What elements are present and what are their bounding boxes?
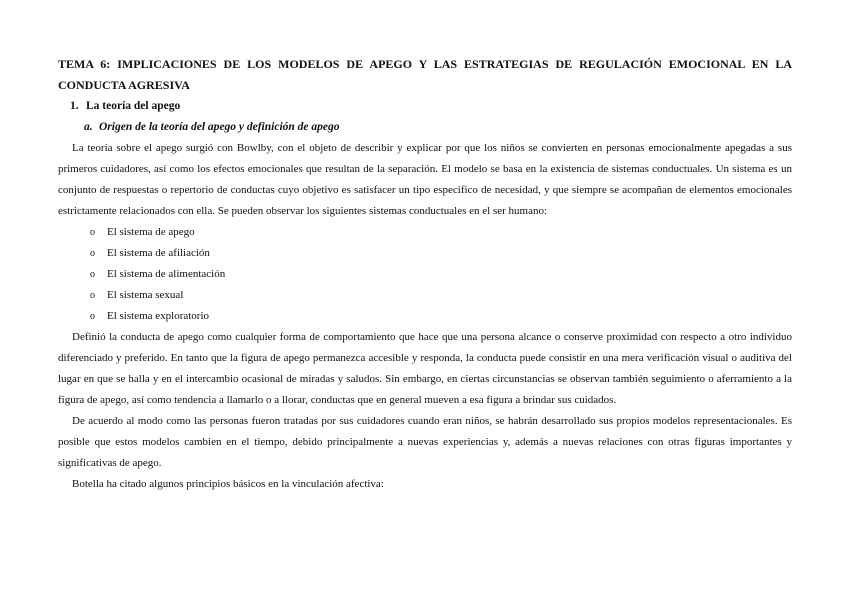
list-item <box>90 306 792 327</box>
systems-list <box>58 222 792 327</box>
bullet-icon: o <box>90 269 95 280</box>
list-item-text: El sistema exploratorio <box>107 310 210 322</box>
paragraph: De acuerdo al modo como las personas fueron tratadas por sus cuidadores cuando eran niños, se habrán desarrollado sus propios modelos representacionales. Es posible que estos modelos cambien en el tiempo, debido principalmente a nuevas experiencias y, además a nuevas relaciones con otras figuras importantes y significativas de apego. <box>58 415 792 469</box>
document-content <box>58 54 792 495</box>
bullet-icon: o <box>90 248 95 259</box>
bullet-icon: o <box>90 227 95 238</box>
section-label: La teoría del apego <box>86 100 181 112</box>
subsection-letter: a. <box>84 121 93 133</box>
list-item-text: El sistema de apego <box>107 226 195 238</box>
subsection-heading <box>84 117 792 138</box>
page-title: TEMA 6: IMPLICACIONES DE LOS MODELOS DE APEGO Y LAS ESTRATEGIAS DE REGULACIÓN EMOCIONAL EN LA CONDUCTA AGRESIVA <box>58 57 792 92</box>
section-heading <box>70 96 792 117</box>
paragraph: Botella ha citado algunos principios básicos en la vinculación afectiva: <box>72 478 384 490</box>
list-item-text: El sistema sexual <box>107 289 184 301</box>
list-item <box>90 264 792 285</box>
section-number: 1. <box>70 100 79 112</box>
subsection-label: Origen de la teoría del apego y definición de apego <box>99 121 340 133</box>
bullet-icon: o <box>90 290 95 301</box>
list-item <box>90 243 792 264</box>
list-item <box>90 222 792 243</box>
list-item <box>90 285 792 306</box>
list-item-text: El sistema de alimentación <box>107 268 226 280</box>
paragraph: La teoría sobre el apego surgió con Bowlby, con el objeto de describir y explicar por que los niños se convierten en personas emocionalmente apegadas a sus primeros cuidadores, así como los efectos emocionales que resultan de la separación. El modelo se basa en la existencia de sistemas conductuales. Un sistema es un conjunto de respuestas o repertorio de conductas cuyo objetivo es satisfacer un tipo especifico de necesidad, y que siempre se acompañan de elementos emocionales estrictamente relacionados con ella. Se pueden observar los siguientes sistemas conductuales en el ser humano: <box>58 142 792 217</box>
bullet-icon: o <box>90 311 95 322</box>
list-item-text: El sistema de afiliación <box>107 247 210 259</box>
paragraph: Definió la conducta de apego como cualquier forma de comportamiento que hace que una persona alcance o conserve proximidad con respecto a otro individuo diferenciado y preferido. En tanto que la figura de apego permanezca accesible y responda, la conducta puede consistir en una mera verificación visual o auditiva del lugar en que se halla y en el intercambio ocasional de miradas y saludos. Sin embargo, en ciertas circunstancias se observan también seguimiento o aferramiento a la figura de apego, así como tendencia a llamarlo o a llorar, conductas que en general mueven a esa figura a brindar sus cuidados. <box>58 331 792 406</box>
